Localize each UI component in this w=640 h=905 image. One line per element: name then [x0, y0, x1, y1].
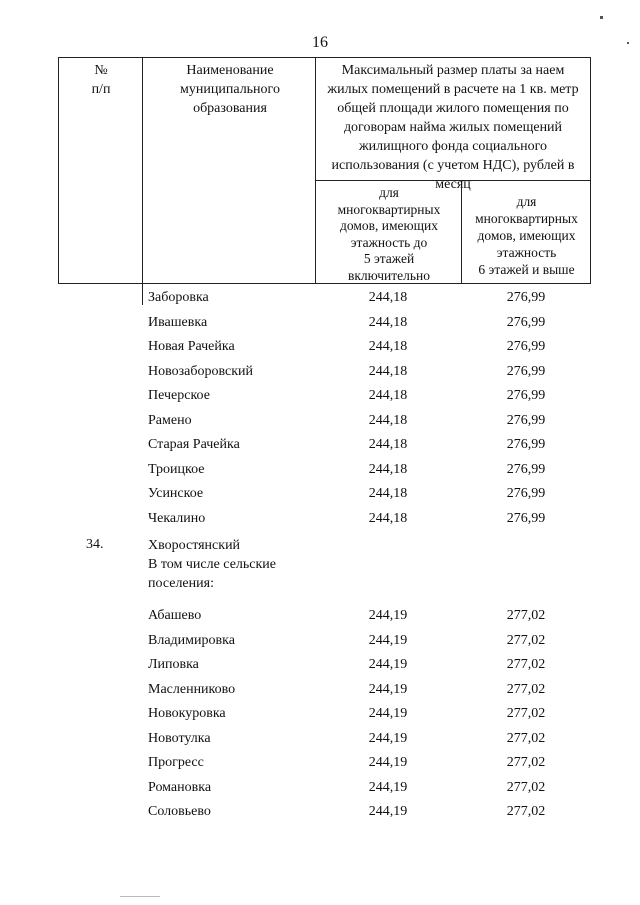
settlement-name: Ивашевка [148, 314, 208, 330]
settlement-name: Троицкое [148, 461, 205, 477]
settlement-name: Усинское [148, 486, 204, 501]
value-6-floors-and-above: 276,99 [506, 314, 546, 330]
settlement-name: Масленниково [148, 681, 236, 697]
table-row [0, 434, 640, 456]
settlement-name: Новотулка [148, 730, 211, 746]
table-row [0, 654, 640, 676]
value-6-floors-and-above: 277,02 [506, 608, 546, 623]
table-row [0, 459, 640, 481]
value-up-to-5-floors: 244,18 [368, 339, 408, 354]
settlement-name: Новозаборовский [148, 363, 254, 379]
value-up-to-5-floors: 244,18 [368, 314, 408, 330]
group-number: 34. [86, 537, 104, 552]
header-number-label: № п/п [91, 63, 111, 97]
value-6-floors-and-above: 277,02 [506, 755, 546, 770]
value-up-to-5-floors: 244,18 [368, 363, 408, 379]
value-up-to-5-floors: 244,19 [368, 706, 408, 721]
table-row [0, 483, 640, 505]
value-6-floors-and-above: 277,02 [506, 779, 546, 795]
settlement-name: Прогресс [148, 755, 204, 770]
value-6-floors-and-above: 277,02 [506, 632, 546, 648]
value-6-floors-and-above: 276,99 [506, 363, 546, 379]
value-6-floors-and-above: 277,02 [506, 681, 546, 697]
value-6-floors-and-above: 277,02 [506, 706, 546, 721]
header-sub1-label: для многоквартирных домов, имеющих этажность до 5 этажей включительно [337, 185, 441, 283]
value-6-floors-and-above: 276,99 [506, 290, 546, 305]
value-up-to-5-floors: 244,18 [368, 388, 408, 403]
table-row [0, 703, 640, 725]
value-6-floors-and-above: 276,99 [506, 486, 546, 501]
table-row [0, 410, 640, 432]
value-up-to-5-floors: 244,19 [368, 608, 408, 623]
header-sub2-label: для многоквартирных домов, имеющих этажность 6 этажей и выше [475, 194, 578, 277]
group-title: Хворостянский В том числе сельские поселения: [148, 538, 277, 591]
settlement-name: Чекалино [148, 510, 206, 526]
settlement-name: Соловьево [148, 804, 211, 819]
page-number: 16 [312, 34, 328, 51]
group-row [0, 534, 640, 594]
settlement-name: Старая Рачейка [148, 437, 240, 452]
table-row [0, 801, 640, 823]
table-row [0, 312, 640, 334]
value-up-to-5-floors: 244,18 [368, 510, 408, 526]
value-up-to-5-floors: 244,19 [368, 632, 408, 648]
table-row [0, 336, 640, 358]
settlement-name: Заборовка [148, 290, 209, 305]
table-row [0, 385, 640, 407]
settlement-name: Рамено [148, 412, 192, 428]
table-row [0, 679, 640, 701]
header-name-label: Наименование муниципального образования [180, 63, 280, 116]
value-up-to-5-floors: 244,19 [368, 730, 408, 746]
settlement-name: Новокуровка [148, 706, 226, 721]
value-6-floors-and-above: 276,99 [506, 412, 546, 428]
settlement-name: Липовка [148, 657, 199, 672]
value-up-to-5-floors: 244,19 [368, 755, 408, 770]
settlement-name: Печерское [148, 388, 210, 403]
value-up-to-5-floors: 244,19 [368, 657, 408, 672]
value-6-floors-and-above: 276,99 [506, 510, 546, 526]
settlement-name: Романовка [148, 779, 212, 795]
table-row [0, 630, 640, 652]
value-up-to-5-floors: 244,18 [368, 412, 408, 428]
table-row [0, 728, 640, 750]
table-row [0, 287, 640, 309]
value-up-to-5-floors: 244,19 [368, 779, 408, 795]
settlement-name: Владимировка [148, 632, 235, 648]
table-row [0, 508, 640, 530]
scan-speck [600, 16, 603, 19]
value-up-to-5-floors: 244,19 [368, 681, 408, 697]
value-6-floors-and-above: 277,02 [506, 657, 546, 672]
scan-speck [627, 42, 629, 44]
value-up-to-5-floors: 244,18 [368, 437, 408, 452]
value-6-floors-and-above: 276,99 [506, 461, 546, 477]
settlement-name: Новая Рачейка [148, 339, 235, 354]
table-row [0, 605, 640, 627]
scan-speck [120, 896, 160, 897]
table-row [0, 361, 640, 383]
value-6-floors-and-above: 276,99 [506, 339, 546, 354]
value-6-floors-and-above: 277,02 [506, 804, 546, 819]
value-6-floors-and-above: 277,02 [506, 730, 546, 746]
value-up-to-5-floors: 244,18 [368, 290, 408, 305]
value-up-to-5-floors: 244,19 [368, 804, 408, 819]
value-6-floors-and-above: 276,99 [506, 437, 546, 452]
value-up-to-5-floors: 244,18 [368, 461, 408, 477]
settlement-name: Абашево [148, 608, 202, 623]
table-row [0, 752, 640, 774]
table-row [0, 777, 640, 799]
value-up-to-5-floors: 244,18 [368, 486, 408, 501]
value-6-floors-and-above: 276,99 [506, 388, 546, 403]
header-max-label: Максимальный размер платы за наем жилых помещений в расчете на 1 кв. метр общей площади жилого помещения по договорам найма жилых помещений жилищного фонда социального использования (с учетом НДС), рублей в месяц [327, 63, 579, 192]
